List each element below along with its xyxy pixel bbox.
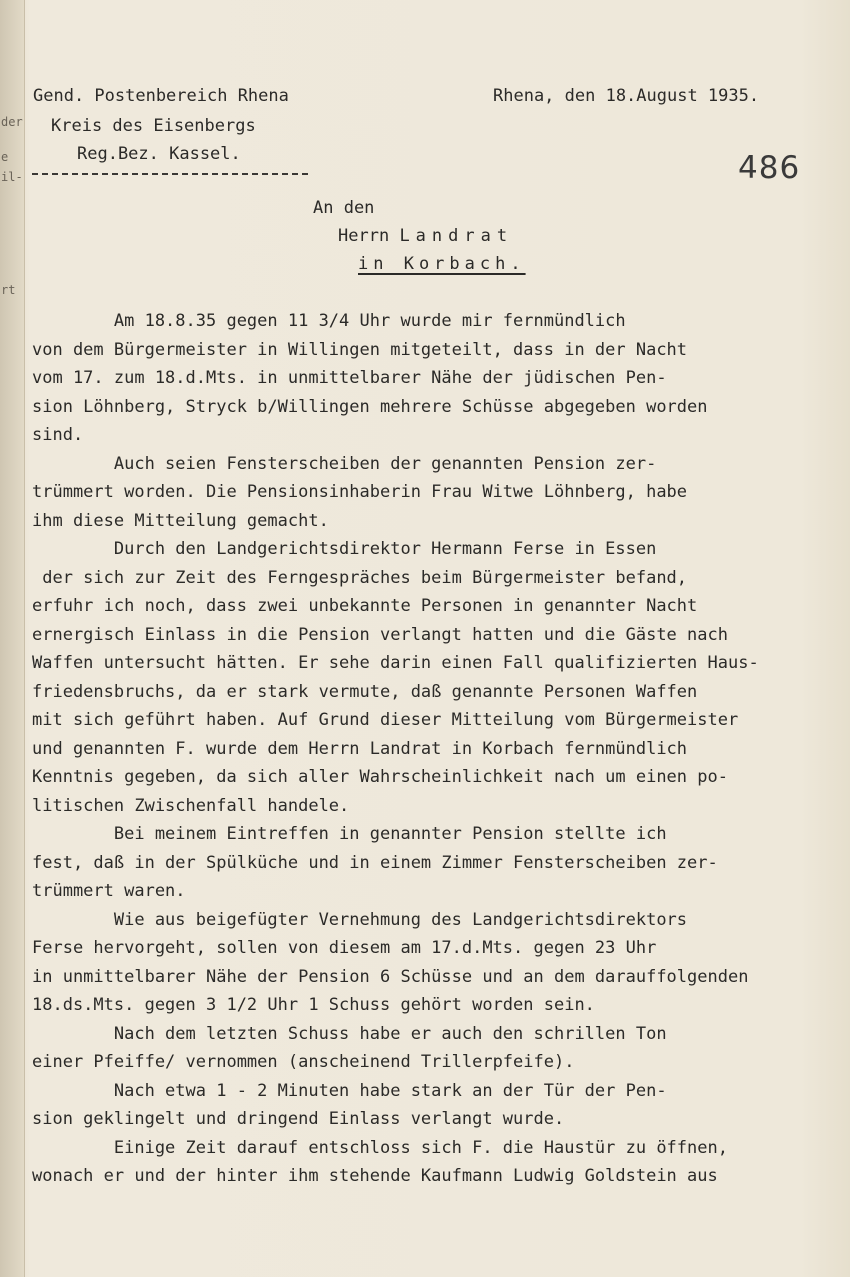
recipient-line-3: in Korbach. (358, 254, 526, 274)
body-line: einer Pfeiffe/ vernommen (anscheinend Trillerpfeife). (32, 1052, 575, 1072)
adjacent-page-edge (0, 0, 25, 1277)
body-line: ernergisch Einlass in die Pension verlangt hatten und die Gäste nach (32, 625, 728, 645)
body-line: erfuhr ich noch, dass zwei unbekannte Personen in genannter Nacht (32, 596, 698, 616)
edge-fragment: e (1, 150, 9, 164)
body-line: Einige Zeit darauf entschloss sich F. die Haustür zu öffnen, (32, 1138, 728, 1158)
body-line: friedensbruchs, da er stark vermute, daß genannte Personen Waffen (32, 682, 698, 702)
body-line: von dem Bürgermeister in Willingen mitgeteilt, dass in der Nacht (32, 340, 688, 360)
body-line: Waffen untersucht hätten. Er sehe darin einen Fall qualifizierten Haus- (32, 653, 759, 673)
edge-fragment: der (1, 115, 23, 129)
recipient-line-2 (338, 226, 513, 246)
body-line: Auch seien Fensterscheiben der genannten Pension zer- (32, 454, 657, 474)
body-line: fest, daß in der Spülküche und in einem Zimmer Fensterscheiben zer- (32, 853, 718, 873)
body-line: Durch den Landgerichtsdirektor Hermann Ferse in Essen (32, 539, 657, 559)
recipient-prefix: Herrn (338, 226, 390, 246)
sender-line-3: Reg.Bez. Kassel. (77, 144, 241, 164)
body-line: sion geklingelt und dringend Einlass verlangt wurde. (32, 1109, 565, 1129)
body-line: Bei meinem Eintreffen in genannter Pension stellte ich (32, 824, 667, 844)
body-line: und genannten F. wurde dem Herrn Landrat in Korbach fernmündlich (32, 739, 688, 759)
body-line: der sich zur Zeit des Ferngespräches beim Bürgermeister befand, (32, 568, 688, 588)
body-line: Nach dem letzten Schuss habe er auch den schrillen Ton (32, 1024, 667, 1044)
edge-fragment: rt (1, 283, 16, 297)
body-line: 18.ds.Mts. gegen 3 1/2 Uhr 1 Schuss gehört worden sein. (32, 995, 595, 1015)
body-line: Nach etwa 1 - 2 Minuten habe stark an der Tür der Pen- (32, 1081, 667, 1101)
body-line: sind. (32, 425, 84, 445)
body-line: mit sich geführt haben. Auf Grund dieser Mitteilung vom Bürgermeister (32, 710, 739, 730)
body-line: trümmert worden. Die Pensionsinhaberin Frau Witwe Löhnberg, habe (32, 482, 688, 502)
separator-dashes (32, 173, 308, 175)
body-line: sion Löhnberg, Stryck b/Willingen mehrere Schüsse abgegeben worden (32, 397, 708, 417)
body-line: trümmert waren. (32, 881, 186, 901)
body-line: ihm diese Mitteilung gemacht. (32, 511, 329, 531)
edge-fragment: il- (1, 170, 23, 184)
body-line: vom 17. zum 18.d.Mts. in unmittelbarer Nähe der jüdischen Pen- (32, 368, 667, 388)
date-line: Rhena, den 18.August 1935. (493, 86, 760, 106)
body-line: Kenntnis gegeben, da sich aller Wahrscheinlichkeit nach um einen po- (32, 767, 728, 787)
recipient-line-1: An den (313, 198, 375, 218)
body-line: wonach er und der hinter ihm stehende Kaufmann Ludwig Goldstein aus (32, 1166, 718, 1186)
body-line: Wie aus beigefügter Vernehmung des Landgerichtsdirektors (32, 910, 688, 930)
sender-line-2: Kreis des Eisenbergs (51, 116, 256, 136)
recipient-title: Landrat (399, 226, 514, 246)
document-number: 486 (738, 150, 801, 186)
sender-line-1: Gend. Postenbereich Rhena (33, 86, 289, 106)
body-line: Ferse hervorgeht, sollen von diesem am 17.d.Mts. gegen 23 Uhr (32, 938, 657, 958)
body-line: litischen Zwischenfall handele. (32, 796, 350, 816)
body-line: Am 18.8.35 gegen 11 3/4 Uhr wurde mir fernmündlich (32, 311, 626, 331)
body-line: in unmittelbarer Nähe der Pension 6 Schüsse und an dem darauffolgenden (32, 967, 749, 987)
